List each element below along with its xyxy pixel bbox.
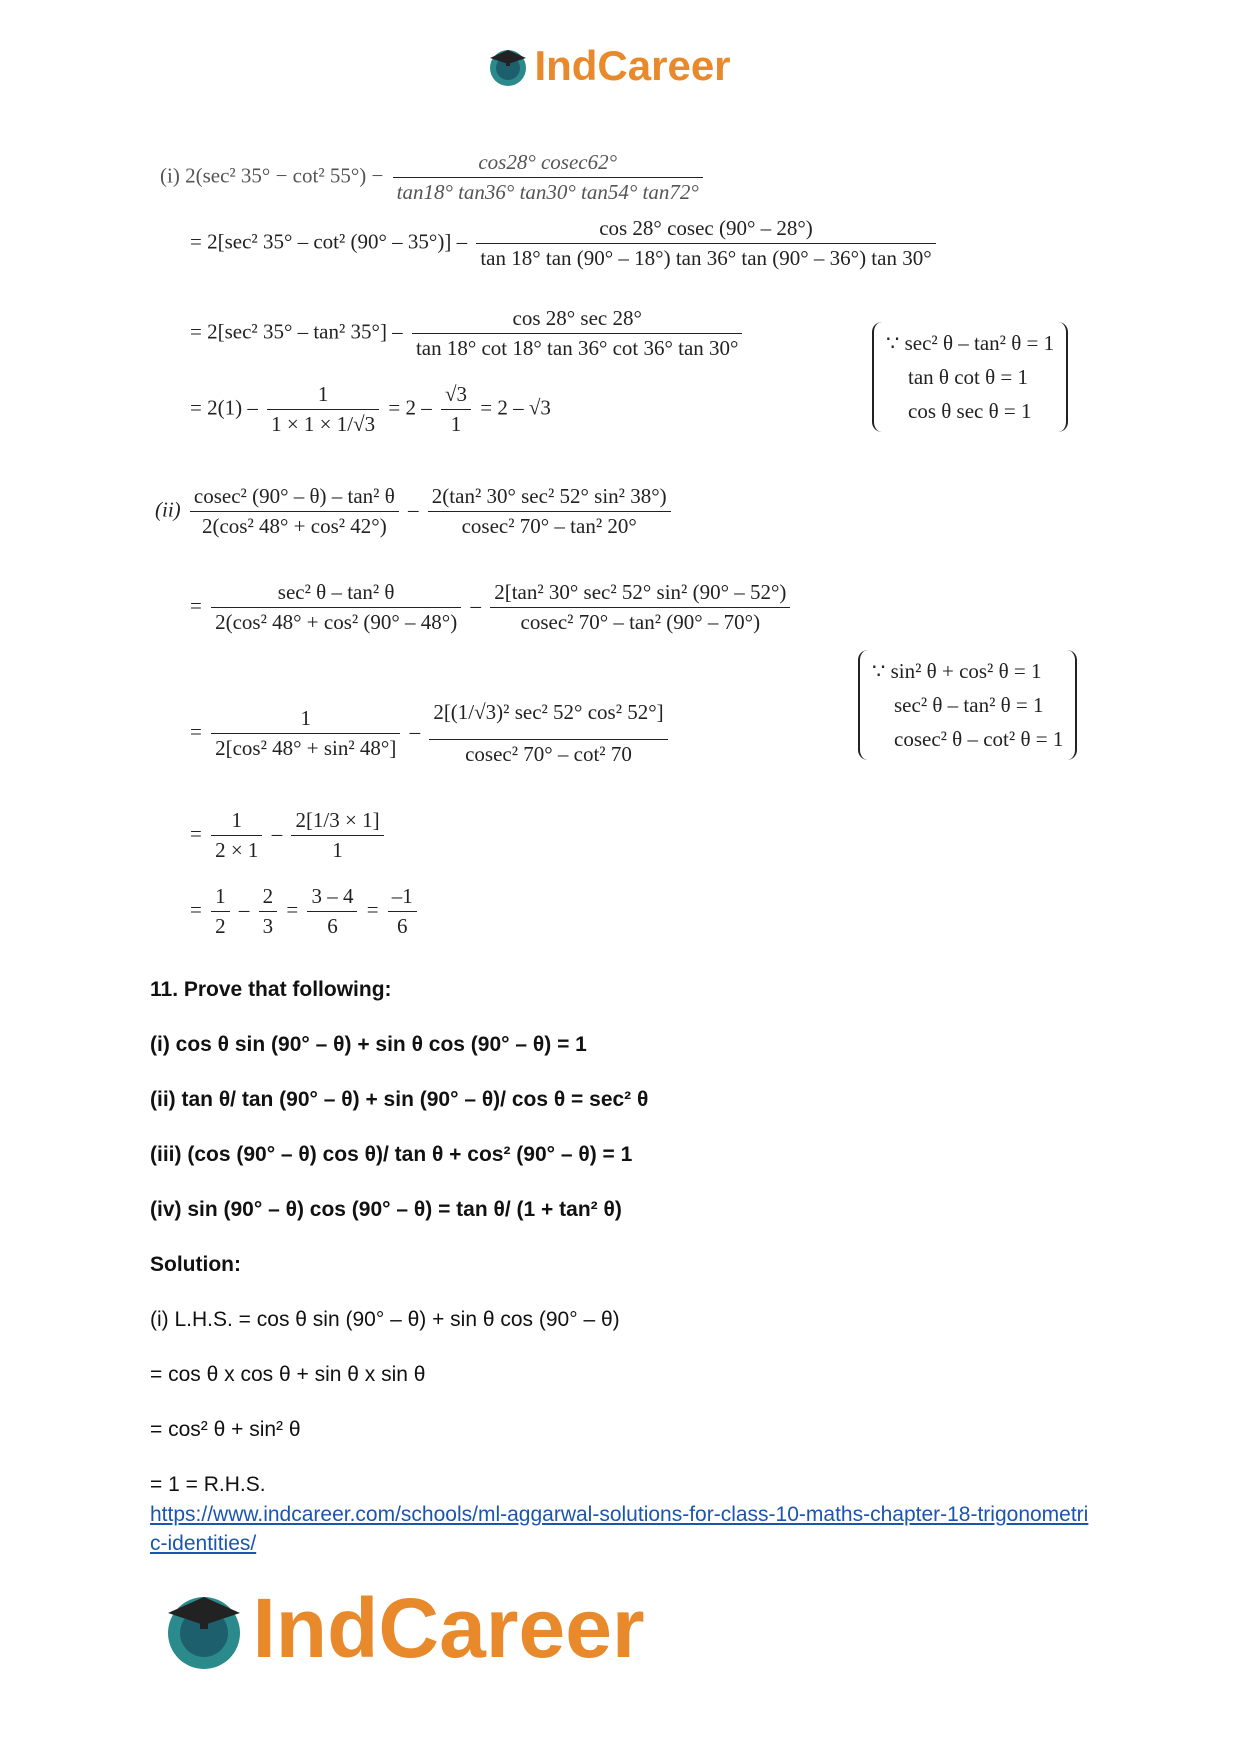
fraction-numerator: 2(tan² 30° sec² 52° sin² 38°) [428, 484, 671, 512]
fraction-denominator: 2(cos² 48° + cos² (90° – 48°) [215, 610, 458, 634]
question-item: (iv) sin (90° – θ) cos (90° – θ) = tan θ/ (1 + tan² θ) [150, 1198, 622, 1221]
part-ii-step-4 [190, 884, 421, 939]
header-logo [486, 42, 756, 92]
fraction [388, 884, 417, 939]
fraction [211, 706, 400, 761]
identity-line: cosec² θ – cot² θ = 1 [894, 727, 1064, 751]
logo-wordmark: IndCareer [534, 42, 731, 89]
fraction-denominator: cosec² 70° – tan² (90° – 70°) [520, 610, 761, 634]
solution-line: (i) L.H.S. = cos θ sin (90° – θ) + sin θ cos (90° – θ) [150, 1308, 620, 1331]
fraction [476, 216, 935, 271]
fraction-numerator: 1 [211, 706, 400, 734]
fraction-denominator: 2 × 1 [215, 838, 259, 862]
fraction-numerator: 1 [211, 884, 230, 912]
fraction [211, 808, 262, 863]
fraction-numerator: cosec² (90° – θ) – tan² θ [190, 484, 399, 512]
fraction-numerator: 2[1/3 × 1] [291, 808, 383, 836]
part-label: (i) [160, 163, 180, 188]
fraction [190, 484, 399, 539]
equals-sign: = [366, 897, 379, 922]
fraction-denominator: cosec² 70° – cot² 70 [465, 742, 632, 766]
part-ii-expression [155, 484, 675, 539]
identity-box-1 [872, 322, 1068, 432]
graduation-globe-icon [486, 44, 530, 88]
fraction [259, 884, 278, 939]
equals-sign: = [190, 897, 202, 922]
fraction [307, 884, 357, 939]
fraction [429, 700, 667, 767]
minus-sign: – [408, 497, 419, 522]
fraction-denominator: 2(cos² 48° + cos² 42°) [201, 514, 387, 538]
fraction-numerator: 2[(1/√3)² sec² 52° cos² 52°] [429, 700, 667, 740]
fraction-denominator: 2[cos² 48° + sin² 48°] [215, 736, 397, 760]
identity-line: cos θ sec θ = 1 [908, 399, 1032, 423]
fraction-denominator: 1 [450, 412, 462, 436]
fraction-denominator: 1 [332, 838, 343, 862]
solution-line: = cos² θ + sin² θ [150, 1418, 301, 1441]
fraction-numerator: 2 [259, 884, 278, 912]
fraction [393, 150, 703, 205]
part-ii-step-2 [190, 700, 672, 767]
fraction-denominator: 1 × 1 × 1/√3 [271, 412, 376, 436]
question-item: (iii) (cos (90° – θ) cos θ)/ tan θ + cos² (90° – θ) = 1 [150, 1143, 633, 1166]
fraction-denominator: 3 [262, 914, 274, 938]
fraction [291, 808, 383, 863]
part-label: (ii) [155, 497, 181, 522]
logo-wordmark: IndCareer [252, 1581, 645, 1675]
graduation-globe-icon [160, 1585, 248, 1673]
fraction-denominator: 6 [397, 914, 408, 938]
fraction-denominator: cosec² 70° – tan² 20° [461, 514, 637, 538]
fraction-denominator: tan 18° tan (90° – 18°) tan 36° tan (90° – 36°) tan 30° [480, 246, 932, 270]
part-ii-step-1 [190, 580, 794, 635]
footer-logo [160, 1580, 700, 1675]
fraction [211, 580, 461, 635]
identity-line: sec² θ – tan² θ = 1 [894, 693, 1044, 717]
fraction-numerator: 2[tan² 30° sec² 52° sin² (90° – 52°) [490, 580, 790, 608]
fraction-denominator: tan18° tan36° tan30° tan54° tan72° [396, 180, 699, 204]
fraction-numerator: 1 [267, 382, 379, 410]
minus-sign: – [271, 821, 283, 846]
fraction-numerator: cos28° cosec62° [393, 150, 703, 178]
equals-sign: = [190, 719, 202, 744]
step-lead: = 2[sec² 35° – cot² (90° – 35°)] – [190, 229, 468, 254]
step-lead: = 2[sec² 35° – tan² 35°] – [190, 319, 403, 344]
minus-sign: – [409, 719, 421, 744]
identity-box-2 [858, 650, 1077, 760]
equals-sign: = [286, 897, 299, 922]
part-i-step-1 [190, 216, 940, 271]
fraction [211, 884, 230, 939]
identity-line: tan θ cot θ = 1 [908, 365, 1029, 389]
step-tail: = 2 – √3 [480, 395, 551, 420]
fraction [267, 382, 379, 437]
identity-line: ∵ sec² θ – tan² θ = 1 [886, 331, 1055, 355]
step-mid: = 2 – [388, 395, 432, 420]
fraction-numerator: cos 28° sec 28° [412, 306, 743, 334]
solution-line: = cos θ x cos θ + sin θ x sin θ [150, 1363, 426, 1386]
part-i-expression [160, 150, 707, 205]
question-item: (ii) tan θ/ tan (90° – θ) + sin (90° – θ)/ cos θ = sec² θ [150, 1088, 649, 1111]
fraction-denominator: 6 [327, 914, 338, 938]
minus-sign: – [470, 593, 481, 618]
part-ii-step-3 [190, 808, 388, 863]
fraction [412, 306, 743, 361]
source-link[interactable]: https://www.indcareer.com/schools/ml-aggarwal-solutions-for-class-10-maths-chapter-18-trigonometric-identities/ [150, 1503, 1089, 1555]
part-i-step-3 [190, 382, 551, 437]
equals-sign: = [190, 593, 202, 618]
expr-lead: 2(sec² 35° − cot² 55°) − [185, 163, 384, 188]
fraction-numerator: 1 [211, 808, 262, 836]
fraction-numerator: √3 [441, 382, 471, 410]
fraction-denominator: 2 [215, 914, 226, 938]
fraction-numerator: sec² θ – tan² θ [211, 580, 461, 608]
solution-line: = 1 = R.H.S. [150, 1473, 266, 1496]
identity-line: ∵ sin² θ + cos² θ = 1 [872, 659, 1042, 683]
step-lead: = 2(1) – [190, 395, 258, 420]
equals-sign: = [190, 821, 202, 846]
fraction [428, 484, 671, 539]
fraction-numerator: –1 [388, 884, 417, 912]
fraction-numerator: 3 – 4 [307, 884, 357, 912]
fraction-numerator: cos 28° cosec (90° – 28°) [476, 216, 935, 244]
part-i-step-2 [190, 306, 746, 361]
fraction [490, 580, 790, 635]
question-title: 11. Prove that following: [150, 978, 392, 1001]
solution-heading: Solution: [150, 1253, 241, 1276]
fraction-denominator: tan 18° cot 18° tan 36° cot 36° tan 30° [415, 336, 739, 360]
question-item: (i) cos θ sin (90° – θ) + sin θ cos (90° – θ) = 1 [150, 1033, 587, 1056]
fraction [441, 382, 471, 437]
minus-sign: – [238, 897, 250, 922]
